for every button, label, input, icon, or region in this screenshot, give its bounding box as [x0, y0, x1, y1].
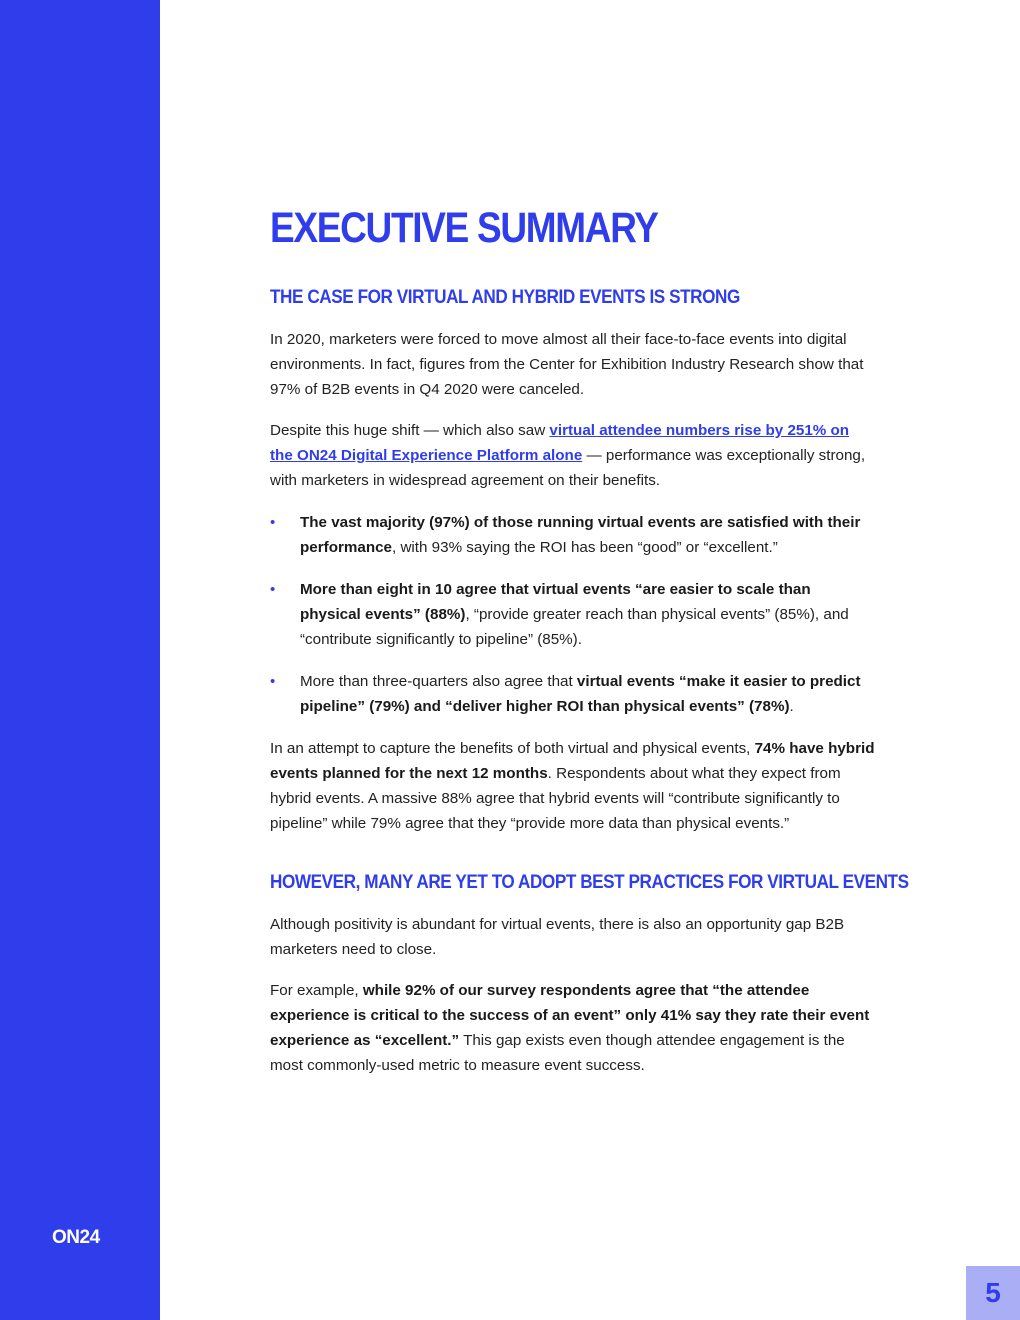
- paragraph-gap: Although positivity is abundant for virtual events, there is also an opportunity gap B2B marketers need to close.: [270, 916, 845, 958]
- paragraph-shift-tail: — performance was exceptionally strong, with marketers in widespread agreement on their benefits.: [270, 447, 866, 489]
- paragraph-hybrid-bold: 74% have hybrid events planned for the next 12 months: [270, 740, 875, 782]
- paragraph-example-lead: For example,: [270, 982, 363, 999]
- section-heading-case: THE CASE FOR VIRTUAL AND HYBRID EVENTS IS STRONG: [270, 286, 740, 308]
- bullet-text: More than three-quarters also agree that: [300, 673, 577, 690]
- paragraph-example-tail: This gap exists even though attendee engagement is the most commonly-used metric to measure event success.: [270, 1032, 845, 1074]
- paragraph-hybrid-lead: In an attempt to capture the benefits of both virtual and physical events,: [270, 740, 755, 757]
- on24-logo: ON24: [52, 1227, 100, 1248]
- bullet-icon: •: [270, 581, 276, 598]
- bullet-bold: More than eight in 10 agree that virtual events “are easier to scale than physical events” (88%): [300, 581, 811, 623]
- bullet-bold: virtual events “make it easier to predict pipeline” (79%) and “deliver higher ROI than physical events” (78%): [300, 673, 861, 715]
- bullet-text-end: .: [789, 698, 794, 715]
- section-heading-best-practices: HOWEVER, MANY ARE YET TO ADOPT BEST PRACTICES FOR VIRTUAL EVENTS: [270, 871, 909, 893]
- list-item: [270, 510, 875, 560]
- bullet-icon: •: [270, 514, 276, 531]
- bullet-icon: •: [270, 673, 276, 690]
- list-item: [270, 577, 875, 652]
- paragraph-shift: [270, 418, 875, 493]
- bullet-bold: The vast majority (97%) of those running virtual events are satisfied with their performance: [300, 514, 861, 556]
- page-title: EXECUTIVE SUMMARY: [270, 204, 658, 252]
- paragraph-example-bold: while 92% of our survey respondents agree that “the attendee experience is critical to the success of an event” only 41% say they rate their event experience as “excellent.”: [270, 982, 870, 1049]
- bullet-text: , with 93% saying the ROI has been “good” or “excellent.”: [392, 539, 778, 556]
- main-content: [270, 200, 909, 1078]
- paragraph-hybrid-tail: . Respondents about what they expect from hybrid events. A massive 88% agree that hybrid events will “contribute significantly to pipeline” while 79% agree that they “provide more data than physical events.”: [270, 765, 841, 832]
- list-item: [270, 669, 875, 719]
- bullet-text: , “provide greater reach than physical events” (85%), and “contribute significantly to pipeline” (85%).: [300, 606, 849, 648]
- page-number-badge: 5: [966, 1266, 1020, 1320]
- paragraph-shift-lead: Despite this huge shift — which also saw: [270, 422, 550, 439]
- paragraph-example: [270, 978, 875, 1078]
- sidebar-band: [0, 0, 160, 1320]
- findings-list: [270, 510, 875, 719]
- attendee-numbers-link[interactable]: virtual attendee numbers rise by 251% on the ON24 Digital Experience Platform alone: [270, 422, 850, 464]
- paragraph-intro: In 2020, marketers were forced to move almost all their face-to-face events into digital environments. In fact, figures from the Center for Exhibition Industry Research show that 97% of B2B events in Q4 2020 were canceled.: [270, 331, 864, 398]
- paragraph-hybrid: [270, 736, 875, 836]
